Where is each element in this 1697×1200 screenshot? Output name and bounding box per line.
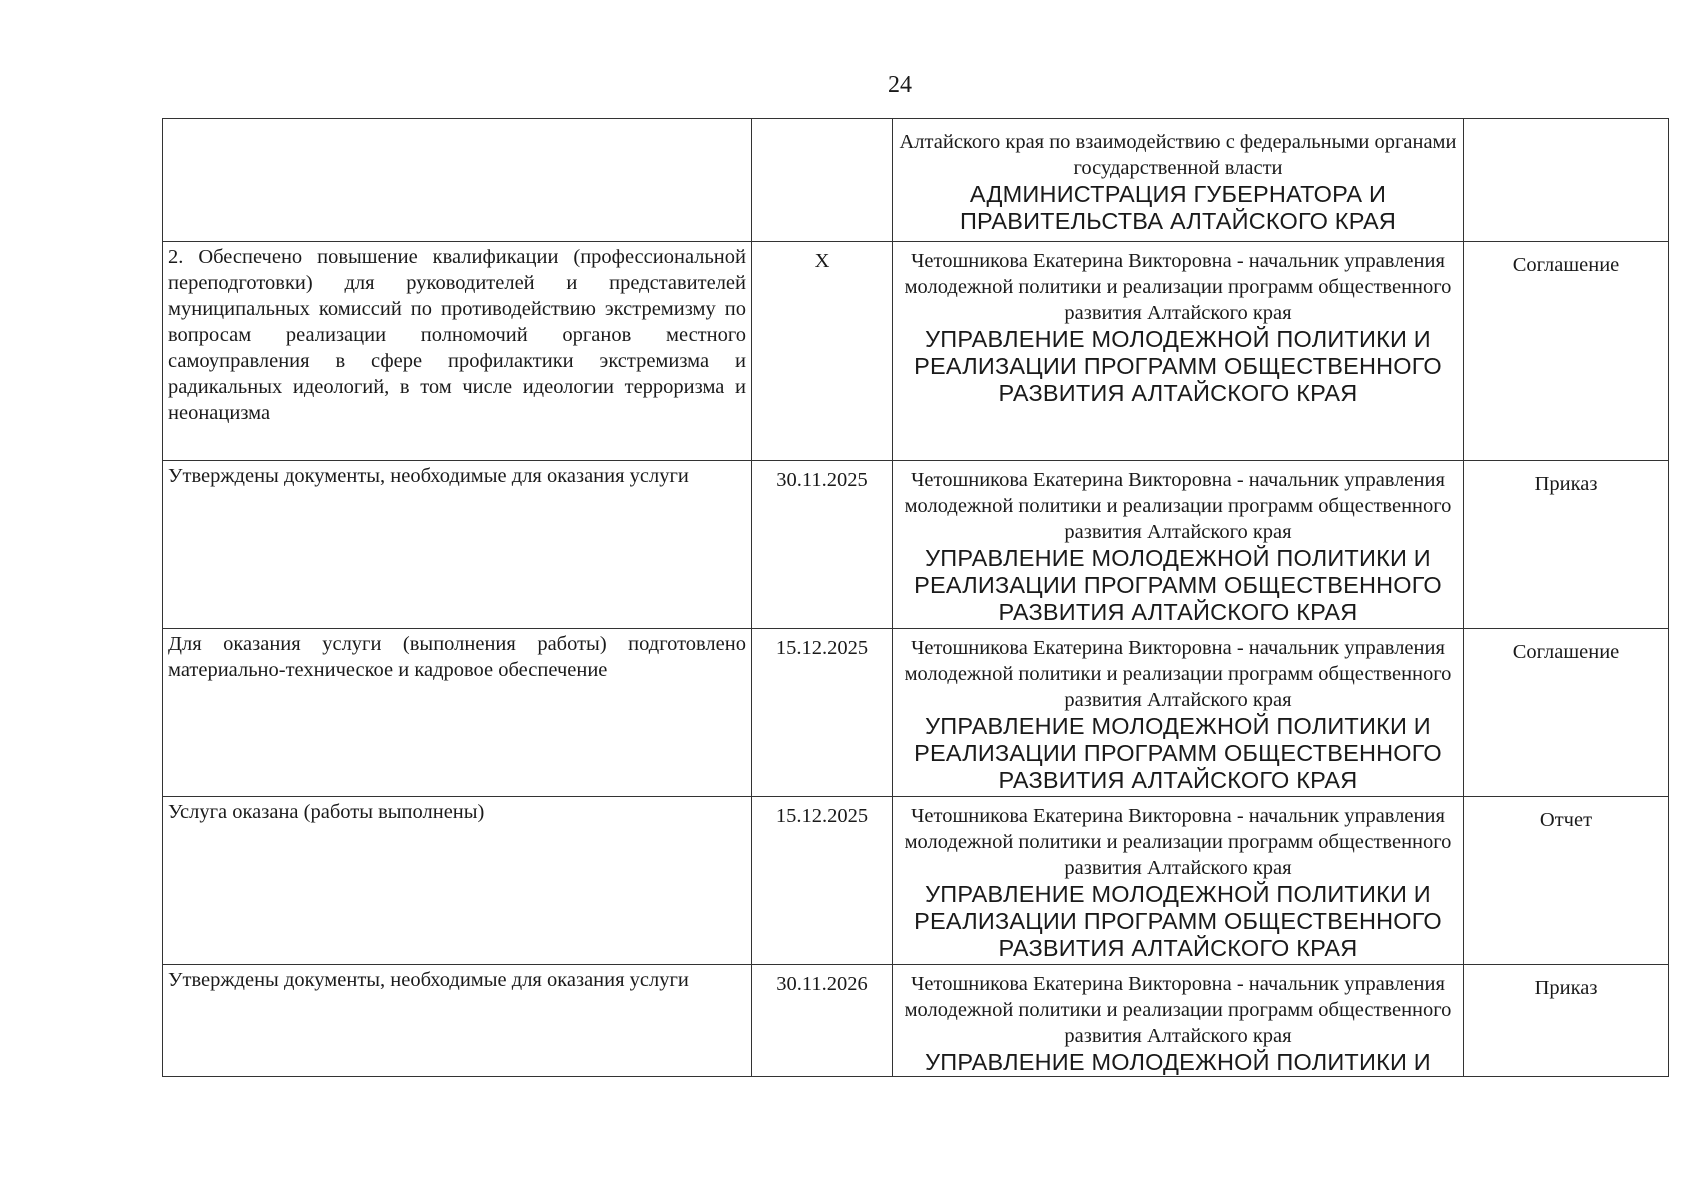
table-row [163, 797, 1669, 965]
page-number: 24 [888, 72, 912, 98]
responsible-organization: УПРАВЛЕНИЕ МОЛОДЕЖНОЙ ПОЛИТИКИ И [925, 1049, 1431, 1075]
table-row [163, 965, 1669, 1077]
responsible-cell [893, 119, 1464, 242]
plan-table-container [162, 118, 1638, 1077]
responsible-cell [893, 629, 1464, 797]
document-cell: Отчет [1464, 797, 1669, 965]
document-cell [1464, 119, 1669, 242]
document-cell: Соглашение [1464, 242, 1669, 461]
event-cell: Утверждены документы, необходимые для оказания услуги [163, 965, 752, 1077]
plan-table [162, 118, 1669, 1077]
responsible-description: Четошникова Екатерина Викторовна - начальник управления молодежной политики и реализации программ общественного развития Алтайского края [904, 973, 1452, 1047]
table-row [163, 629, 1669, 797]
responsible-cell [893, 461, 1464, 629]
event-cell: Утверждены документы, необходимые для оказания услуги [163, 461, 752, 629]
table-row [163, 119, 1669, 242]
date-cell: 30.11.2026 [752, 965, 893, 1077]
table-row [163, 461, 1669, 629]
document-cell: Приказ [1464, 965, 1669, 1077]
responsible-description: Четошникова Екатерина Викторовна - начальник управления молодежной политики и реализации программ общественного развития Алтайского края [904, 637, 1452, 711]
date-cell: 30.11.2025 [752, 461, 893, 629]
date-cell: X [752, 242, 893, 461]
responsible-organization: УПРАВЛЕНИЕ МОЛОДЕЖНОЙ ПОЛИТИКИ И РЕАЛИЗАЦИИ ПРОГРАММ ОБЩЕСТВЕННОГО РАЗВИТИЯ АЛТАЙСКОГО КРАЯ [914, 881, 1442, 961]
responsible-description: Четошникова Екатерина Викторовна - начальник управления молодежной политики и реализации программ общественного развития Алтайского края [904, 805, 1452, 879]
responsible-description: Четошникова Екатерина Викторовна - начальник управления молодежной политики и реализации программ общественного развития Алтайского края [904, 469, 1452, 543]
responsible-organization: УПРАВЛЕНИЕ МОЛОДЕЖНОЙ ПОЛИТИКИ И РЕАЛИЗАЦИИ ПРОГРАММ ОБЩЕСТВЕННОГО РАЗВИТИЯ АЛТАЙСКОГО КРАЯ [914, 326, 1442, 406]
responsible-description: Алтайского края по взаимодействию с федеральными органами государственной власти [899, 131, 1457, 179]
date-cell: 15.12.2025 [752, 797, 893, 965]
document-cell: Приказ [1464, 461, 1669, 629]
responsible-cell [893, 797, 1464, 965]
responsible-cell [893, 965, 1464, 1077]
responsible-description: Четошникова Екатерина Викторовна - начальник управления молодежной политики и реализации программ общественного развития Алтайского края [904, 250, 1452, 324]
date-cell: 15.12.2025 [752, 629, 893, 797]
event-cell: Для оказания услуги (выполнения работы) подготовлено материально-техническое и кадровое обеспечение [163, 629, 752, 797]
responsible-organization: УПРАВЛЕНИЕ МОЛОДЕЖНОЙ ПОЛИТИКИ И РЕАЛИЗАЦИИ ПРОГРАММ ОБЩЕСТВЕННОГО РАЗВИТИЯ АЛТАЙСКОГО КРАЯ [914, 713, 1442, 793]
table-row [163, 242, 1669, 461]
event-cell [163, 119, 752, 242]
event-cell: 2. Обеспечено повышение квалификации (профессиональной переподготовки) для руководителей и представителей муниципальных комиссий по противодействию экстремизму по вопросам реализации полномочий органов местного самоуправления в сфере профилактики экстремизма и радикальных идеологий, в том числе идеологии терроризма и неонацизма [163, 242, 752, 461]
document-cell: Соглашение [1464, 629, 1669, 797]
date-cell [752, 119, 893, 242]
event-cell: Услуга оказана (работы выполнены) [163, 797, 752, 965]
responsible-organization: УПРАВЛЕНИЕ МОЛОДЕЖНОЙ ПОЛИТИКИ И РЕАЛИЗАЦИИ ПРОГРАММ ОБЩЕСТВЕННОГО РАЗВИТИЯ АЛТАЙСКОГО КРАЯ [914, 545, 1442, 625]
responsible-cell [893, 242, 1464, 461]
responsible-organization: АДМИНИСТРАЦИЯ ГУБЕРНАТОРА И ПРАВИТЕЛЬСТВА АЛТАЙСКОГО КРАЯ [959, 181, 1397, 234]
